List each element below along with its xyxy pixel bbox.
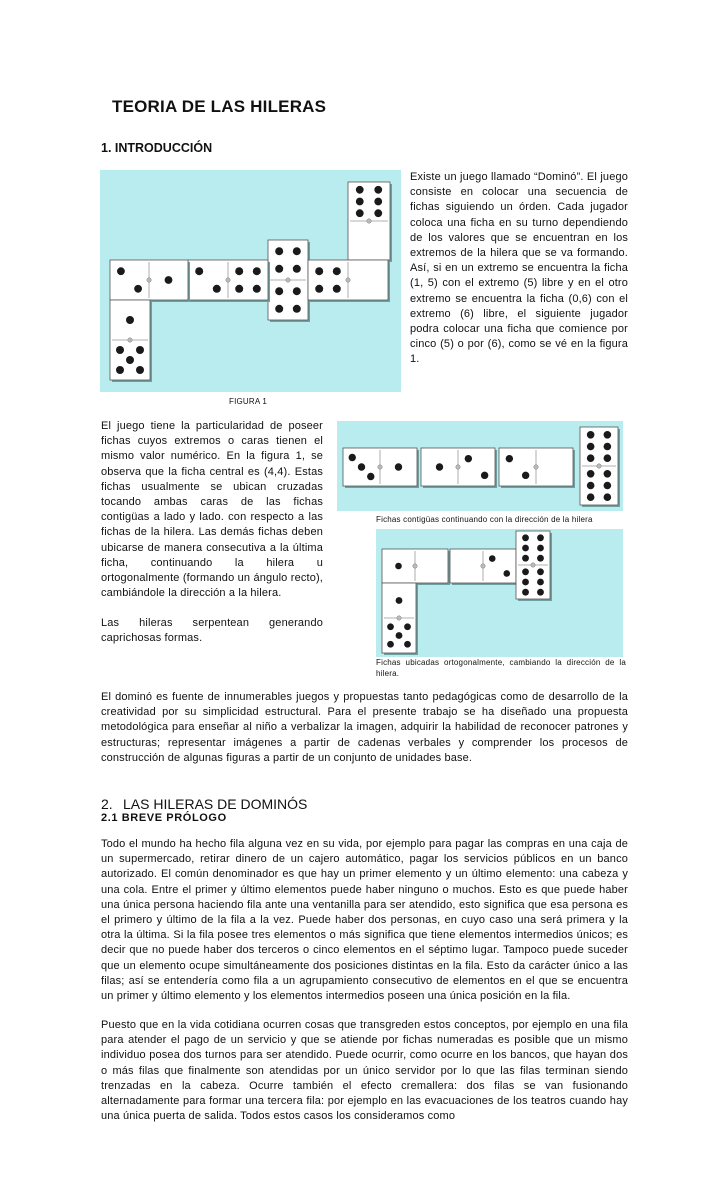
domino-pip: [356, 186, 364, 194]
domino-pip: [503, 570, 510, 577]
domino-pip: [293, 305, 301, 313]
figure-2-image: [337, 421, 623, 511]
domino-pip: [374, 209, 382, 217]
domino-tile: [382, 583, 418, 655]
domino-pip: [195, 267, 203, 275]
domino-pip: [396, 597, 403, 604]
section-2-title: LAS HILERAS DE DOMINÓS: [123, 796, 308, 812]
domino-pip: [396, 632, 403, 639]
domino-pip: [436, 463, 443, 470]
domino-pip: [356, 198, 364, 206]
domino-pip: [522, 589, 529, 596]
domino-pip: [136, 346, 144, 354]
domino-tile: [516, 531, 552, 601]
domino-pip: [293, 287, 301, 295]
domino-pip: [604, 493, 612, 501]
domino-pip: [275, 265, 283, 273]
domino-pip: [522, 555, 529, 562]
domino-tile: [110, 300, 152, 382]
domino-pip: [404, 623, 411, 630]
domino-pip: [126, 316, 134, 324]
domino-pip: [374, 186, 382, 194]
figure-2-contiguous-tiles: [337, 421, 623, 511]
domino-pip: [506, 455, 513, 462]
domino-pip: [395, 463, 402, 470]
figure-2-caption: Fichas contigüas continuando con la dirección de la hilera: [376, 515, 593, 524]
domino-pip: [253, 267, 261, 275]
domino-pip: [481, 472, 488, 479]
domino-pip: [604, 482, 612, 490]
domino-pip: [604, 431, 612, 439]
domino-pip: [315, 267, 323, 275]
domino-pip: [395, 563, 402, 570]
domino-pip: [374, 198, 382, 206]
domino-pip: [275, 247, 283, 255]
domino-tile: [382, 549, 450, 585]
domino-tile: [421, 448, 497, 488]
domino-pip: [537, 579, 544, 586]
domino-tile: [499, 448, 575, 488]
domino-pip: [356, 209, 364, 217]
domino-pip: [117, 267, 125, 275]
domino-pip: [587, 443, 595, 451]
intro-paragraph: Existe un juego llamado “Dominó”. El juego consiste en colocar una secuencia de fichas siguiendo un órden. Cada jugador coloca una ficha en su turno dependiendo de los valores que se encuentran en los extremos de la hilera que se va formando. Así, si en un extremo se encuentra la ficha (1, 5) con el extremo (5) libre y en el otro extremo se encuentra la ficha (0,6) con el extremo (6) libre, el siguiente jugador podra colocar una ficha que comience por cinco (5) o por (6), como se vé en la figura 1.: [410, 171, 628, 366]
domino-pip: [116, 366, 124, 374]
domino-pip: [134, 285, 142, 293]
domino-pip: [537, 545, 544, 552]
domino-pip: [537, 555, 544, 562]
section-heading-introduccion: 1. INTRODUCCIÓN: [101, 141, 213, 155]
domino-pip: [293, 247, 301, 255]
domino-pip: [587, 493, 595, 501]
domino-tile: [348, 182, 392, 262]
domino-tile: [110, 260, 190, 302]
domino-pip: [522, 568, 529, 575]
domino-pip: [587, 482, 595, 490]
domino-pip: [537, 568, 544, 575]
domino-pip: [367, 473, 374, 480]
domino-pip: [522, 472, 529, 479]
domino-pip: [165, 276, 173, 284]
domino-pip: [537, 534, 544, 541]
domino-pip: [604, 470, 612, 478]
domino-paragraph: El dominó es fuente de innumerables juegos y propuestas tanto pedagógicas como de desarrollo de la creatividad por su simplicidad estructural. Para el presente trabajo se ha diseñado una propuesta metodológica para enseñar al niño a verbalizar la imagen, adquirir la habilidad de reconocer patrones y estructuras; representar imágenes a partir de cadenas verbales y comprender los procesos de construcción de algunas figuras a partir de un conjunto de unidades base.: [101, 691, 628, 764]
domino-pip: [333, 285, 341, 293]
domino-pip: [465, 455, 472, 462]
domino-pip: [275, 287, 283, 295]
domino-pip: [522, 545, 529, 552]
figure-3-caption: Fichas ubicadas ortogonalmente, cambiando la dirección de la hilera.: [376, 658, 626, 678]
domino-pip: [587, 431, 595, 439]
domino-pip: [587, 454, 595, 462]
domino-pip: [349, 454, 356, 461]
figure-1-domino-chain: [100, 170, 401, 392]
domino-tile: [188, 260, 270, 302]
subsection-heading-prologo: 2.1 BREVE PRÓLOGO: [101, 812, 227, 824]
domino-pip: [522, 534, 529, 541]
domino-tile: [268, 240, 310, 322]
domino-tile: [343, 448, 419, 488]
domino-pip: [213, 285, 221, 293]
domino-pip: [235, 267, 243, 275]
domino-pip: [404, 641, 411, 648]
domino-pip: [587, 470, 595, 478]
section-heading-hileras: [101, 796, 307, 812]
domino-pip: [275, 305, 283, 313]
domino-tile: [308, 260, 390, 302]
figure-1-caption: FIGURA 1: [229, 397, 268, 406]
prologo-paragraph-1: Todo el mundo ha hecho fila alguna vez en su vida, por ejemplo para pagar las compras en una caja de un supermercado, retirar dinero de un cajero automático, pagar los servicios públicos en un banco autorizado. El común denominador es que hay un primer elemento y un último elemento: una cabeza y una cola. Entre el primer y último elementos puede haber ninguno o muchos. Esto es que puede haber una única persona haciendo fila ante una ventanilla para ser atendido, esto significa que esa persona es el primero y último de la fila a la vez. Puede haber dos personas, en cuyo caso una será primera y la otra la última. Si la fila posee tres elementos o más significa que tiene elementos intermedios únicos; es decir que no puede haber dos terceros o cinco elementos en el séptimo lugar. Tampoco puede suceder que un elemento ocupe simultáneamente dos posiciones distintas en la fila. Esto da carácter único a las filas; así se entendería como fila a un agrupamiento consecutivo de elementos en el que se encuentra un primer y último elemento y los elementos intermedios poseen una única posición en la fila.: [101, 838, 628, 1003]
domino-pip: [253, 285, 261, 293]
domino-pip: [126, 356, 134, 364]
figure-1-image: [100, 170, 401, 392]
domino-pip: [235, 285, 243, 293]
domino-tile: [450, 549, 518, 585]
left-paragraph: El juego tiene la particularidad de poseer fichas cuyos extremos o caras tienen el mismo valor numérico. En la figura 1, se observa que la ficha central es (4,4). Estas fichas usualmente se ubican cruzadas tocando ambas caras de las fichas contigüas a lado y lado. con respecto a las fichas de la hilera. Las demás fichas deben ubicarse de manera consecutiva a la última ficha, continuando la hilera u ortogonalmente (formando un ángulo recto), cambiándole la dirección a la hilera.: [101, 420, 323, 600]
figure-3-image: [376, 529, 623, 657]
domino-pip: [315, 285, 323, 293]
domino-pip: [358, 463, 365, 470]
domino-pip: [136, 366, 144, 374]
domino-pip: [604, 443, 612, 451]
section-2-number: 2.: [101, 796, 113, 812]
document-title: TEORIA DE LAS HILERAS: [112, 97, 327, 116]
domino-pip: [387, 623, 394, 630]
domino-pip: [604, 454, 612, 462]
prologo-paragraph-2: Puesto que en la vida cotidiana ocurren cosas que transgreden estos conceptos, por ejemplo en una fila para atender el pago de un servicio y que se atiende por fichas numeradas es posible que un mismo individuo posea dos turnos para ser atendido. Puede ocurrir, como ocurre en los bancos, que hayan dos o más filas que finalmente son atendidas por un único servidor por lo que las filas terminan siendo trenzadas en la cabeza. Ocurre también el efecto cremallera: dos filas se van fusionando alternadamente para formar una tercera fila: por ejemplo en las evacuaciones de los teatros cuando hay una única puerta de salida. Todos estos casos los consideramos como: [101, 1019, 628, 1123]
domino-pip: [489, 555, 496, 562]
domino-pip: [522, 579, 529, 586]
domino-pip: [537, 589, 544, 596]
figure-3-orthogonal-tiles: [376, 529, 623, 657]
left-paragraph-2: Las hileras serpentean generando caprichosas formas.: [101, 617, 323, 645]
domino-tile: [580, 427, 620, 507]
domino-pip: [387, 641, 394, 648]
domino-pip: [293, 265, 301, 273]
domino-pip: [333, 267, 341, 275]
domino-pip: [116, 346, 124, 354]
